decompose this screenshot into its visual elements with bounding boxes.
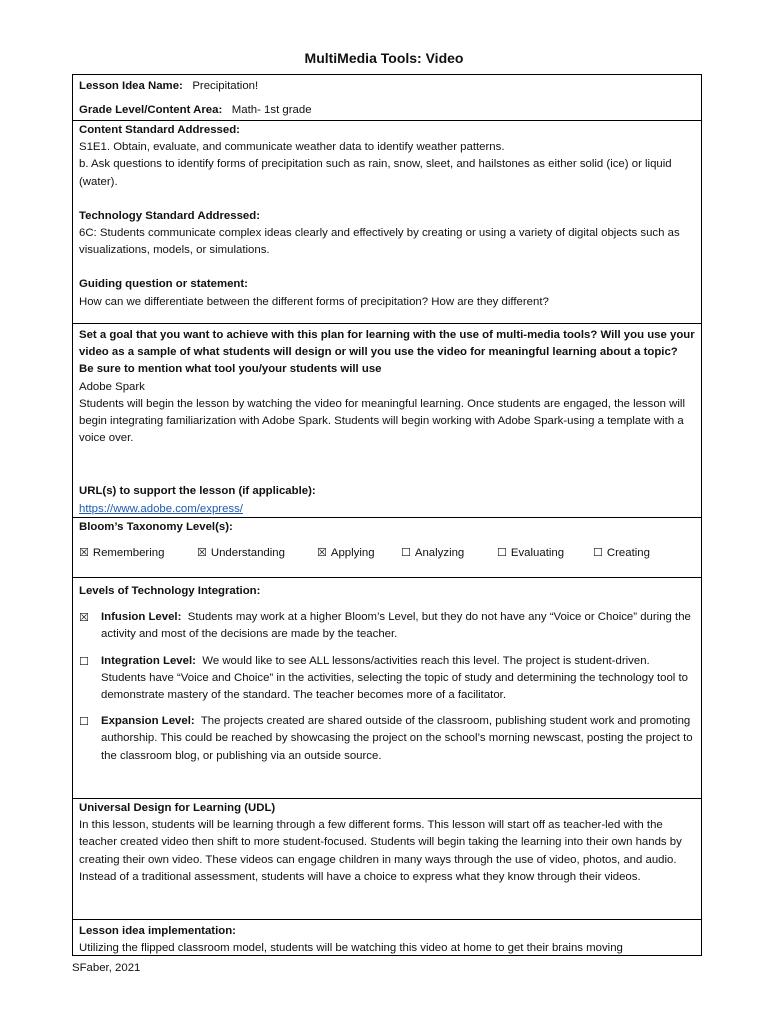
checkbox-checked-icon[interactable]: ☒ <box>79 546 89 560</box>
checkbox-empty-icon[interactable]: ☐ <box>79 654 89 668</box>
goal-heading: Set a goal that you want to achieve with this plan for learning with the use of multi-media tools? Will you use your video as a sample of what students will design or will you use the video for meaningful learning about a topic? Be sure to mention what tool you/your students will use <box>79 329 695 376</box>
standards-section <box>73 121 701 324</box>
implementation-heading: Lesson idea implementation: <box>79 925 236 937</box>
infusion-label: Infusion Level: <box>101 611 182 624</box>
technology-standard-text: 6C: Students communicate complex ideas clearly and effectively by creating or using a variety of digital objects such as visualizations, models, or simulations. <box>79 227 680 257</box>
expansion-label: Expansion Level: <box>101 715 195 728</box>
integration-label: Integration Level: <box>101 654 196 667</box>
checkbox-empty-icon[interactable]: ☐ <box>593 546 603 560</box>
checkbox-checked-icon[interactable]: ☒ <box>317 546 327 560</box>
blooms-evaluating[interactable]: ☐ Evaluating <box>497 546 565 560</box>
goal-text: Students will begin the lesson by watching the video for meaningful learning. Once students are engaged, the lesson will begin integrating familiarization with Adobe Spark. Students will begin working with Adobe Spark-using a template with a voice over. <box>79 397 685 445</box>
blooms-understanding[interactable]: ☒ Understanding <box>197 546 285 560</box>
technology-standard-heading: Technology Standard Addressed: <box>79 209 261 222</box>
checkbox-checked-icon[interactable]: ☒ <box>79 611 89 625</box>
lesson-name-value: Precipitation! <box>192 80 259 92</box>
url-heading: URL(s) to support the lesson (if applicable): <box>79 485 316 498</box>
goal-section <box>73 324 701 518</box>
expansion-text: The projects created are shared outside of the classroom, publishing student work and promoting authorship. This could be reached by showcasing the project on the school’s morning newscast, posting the project to the classroom blog, or publishing via an outside source. <box>101 715 693 762</box>
lesson-plan-table <box>72 74 702 956</box>
content-standard-line2: b. Ask questions to identify forms of precipitation such as rain, snow, sleet, and hailstones as either solid (ice) or liquid (water). <box>79 158 672 188</box>
udl-text: In this lesson, students will be learning through a few different forms. This lesson will start off as teacher-led with the teacher created video then shift to more student-focused. Students will begin taking the learning into their own hands by creating their own video. These videos can engage children in many ways through the use of video, photos, and audio. Instead of a traditional assessment, students will have a choice to express what they know through their videos. <box>79 819 682 883</box>
checkbox-empty-icon[interactable]: ☐ <box>401 546 411 560</box>
blooms-analyzing[interactable]: ☐ Analyzing <box>401 546 465 560</box>
infusion-text: Students may work at a higher Bloom’s Level, but they do not have any “Voice or Choice” during the activity and most of the decisions are made by the teacher. <box>101 611 691 641</box>
implementation-text: Utilizing the flipped classroom model, students will be watching this video at home to get their brains moving <box>79 942 623 955</box>
blooms-section <box>73 518 701 578</box>
page-title: MultiMedia Tools: Video <box>304 50 464 66</box>
blooms-remembering[interactable]: ☒ Remembering <box>79 546 165 560</box>
lesson-name-label: Lesson Idea Name: <box>79 80 183 92</box>
guiding-question-text: How can we differentiate between the different forms of precipitation? How are they different? <box>79 295 549 308</box>
footer-author: SFaber, 2021 <box>72 962 141 974</box>
infusion-level <box>79 609 695 643</box>
blooms-heading: Bloom’s Taxonomy Level(s): <box>79 521 233 533</box>
checkbox-empty-icon[interactable]: ☐ <box>497 546 507 560</box>
integration-level <box>79 653 695 705</box>
guiding-question-heading: Guiding question or statement: <box>79 278 248 291</box>
goal-tool: Adobe Spark <box>79 380 145 393</box>
content-standard-line1: S1E1. Obtain, evaluate, and communicate weather data to identify weather patterns. <box>79 141 505 154</box>
lesson-info-section <box>73 75 701 121</box>
expansion-level <box>79 713 695 765</box>
udl-section <box>73 799 701 920</box>
grade-level-label: Grade Level/Content Area: <box>79 104 223 117</box>
grade-level-value: Math- 1st grade <box>231 104 312 117</box>
udl-heading: Universal Design for Learning (UDL) <box>79 802 276 814</box>
tech-levels-heading: Levels of Technology Integration: <box>79 585 261 597</box>
implementation-section <box>73 920 701 956</box>
adobe-express-link[interactable]: https://www.adobe.com/express/ <box>79 502 243 515</box>
integration-text: We would like to see ALL lessons/activities reach this level. The project is student-driven. Students have “Voice and Choice” in the activities, selecting the topic of study and determining the technology tool to demonstrate mastery of the standard. The teacher becomes more of a facilitator. <box>101 654 688 702</box>
checkbox-empty-icon[interactable]: ☐ <box>79 715 89 729</box>
blooms-applying[interactable]: ☒ Applying <box>317 546 375 560</box>
checkbox-checked-icon[interactable]: ☒ <box>197 546 207 560</box>
content-standard-heading: Content Standard Addressed: <box>79 124 240 136</box>
tech-levels-section <box>73 578 701 799</box>
blooms-creating[interactable]: ☐ Creating <box>593 546 650 560</box>
